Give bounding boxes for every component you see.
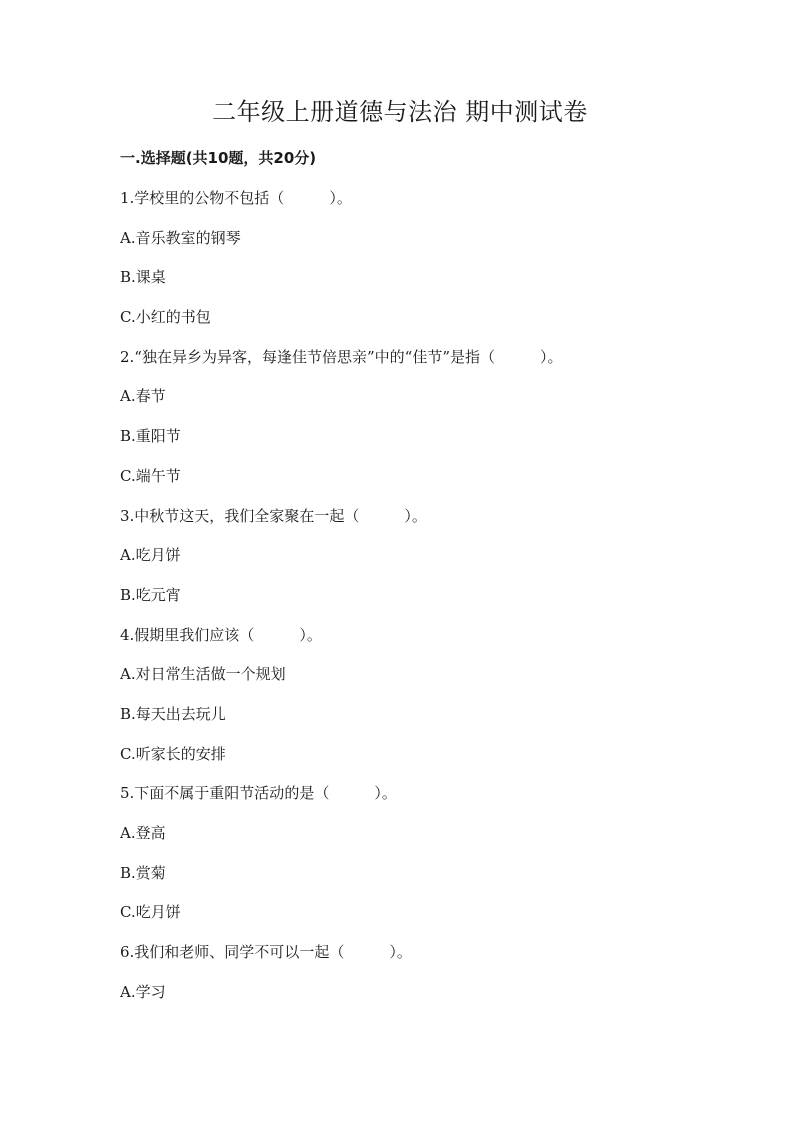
question-stem: 2.“独在异乡为异客，每逢佳节倍思亲”中的“佳节”是指（ ）。 (120, 347, 563, 366)
option-item: A.对日常生活做一个规划 (120, 665, 286, 684)
option-item: C.听家长的安排 (120, 744, 226, 763)
page-title: 二年级上册道德与法治 期中测试卷 (212, 98, 588, 126)
question-stem: 3.中秋节这天，我们全家聚在一起（ ）。 (120, 506, 427, 525)
option-item: B.赏菊 (120, 863, 166, 882)
option-item: B.重阳节 (120, 427, 181, 446)
option-item: B.吃元宵 (120, 585, 181, 604)
option-item: B.每天出去玩儿 (120, 704, 226, 723)
question-stem: 6.我们和老师、同学不可以一起（ ）。 (120, 943, 412, 962)
option-item: A.学习 (120, 982, 166, 1001)
option-item: A.春节 (120, 387, 166, 406)
option-item: C.吃月饼 (120, 903, 181, 922)
option-item: A.吃月饼 (120, 546, 181, 565)
section-heading: 一.选择题(共10题，共20分) (120, 149, 317, 167)
option-item: B.课桌 (120, 268, 166, 287)
question-stem: 1.学校里的公物不包括（ ）。 (120, 189, 352, 207)
option-item: C.端午节 (120, 466, 181, 485)
option-item: A.音乐教室的钢琴 (120, 228, 241, 247)
option-item: C.小红的书包 (120, 308, 211, 327)
option-item: A.登高 (120, 824, 166, 842)
question-stem: 4.假期里我们应该（ ）。 (120, 625, 322, 644)
question-stem: 5.下面不属于重阳节活动的是（ ）。 (120, 784, 397, 803)
question-list (120, 186, 720, 1019)
